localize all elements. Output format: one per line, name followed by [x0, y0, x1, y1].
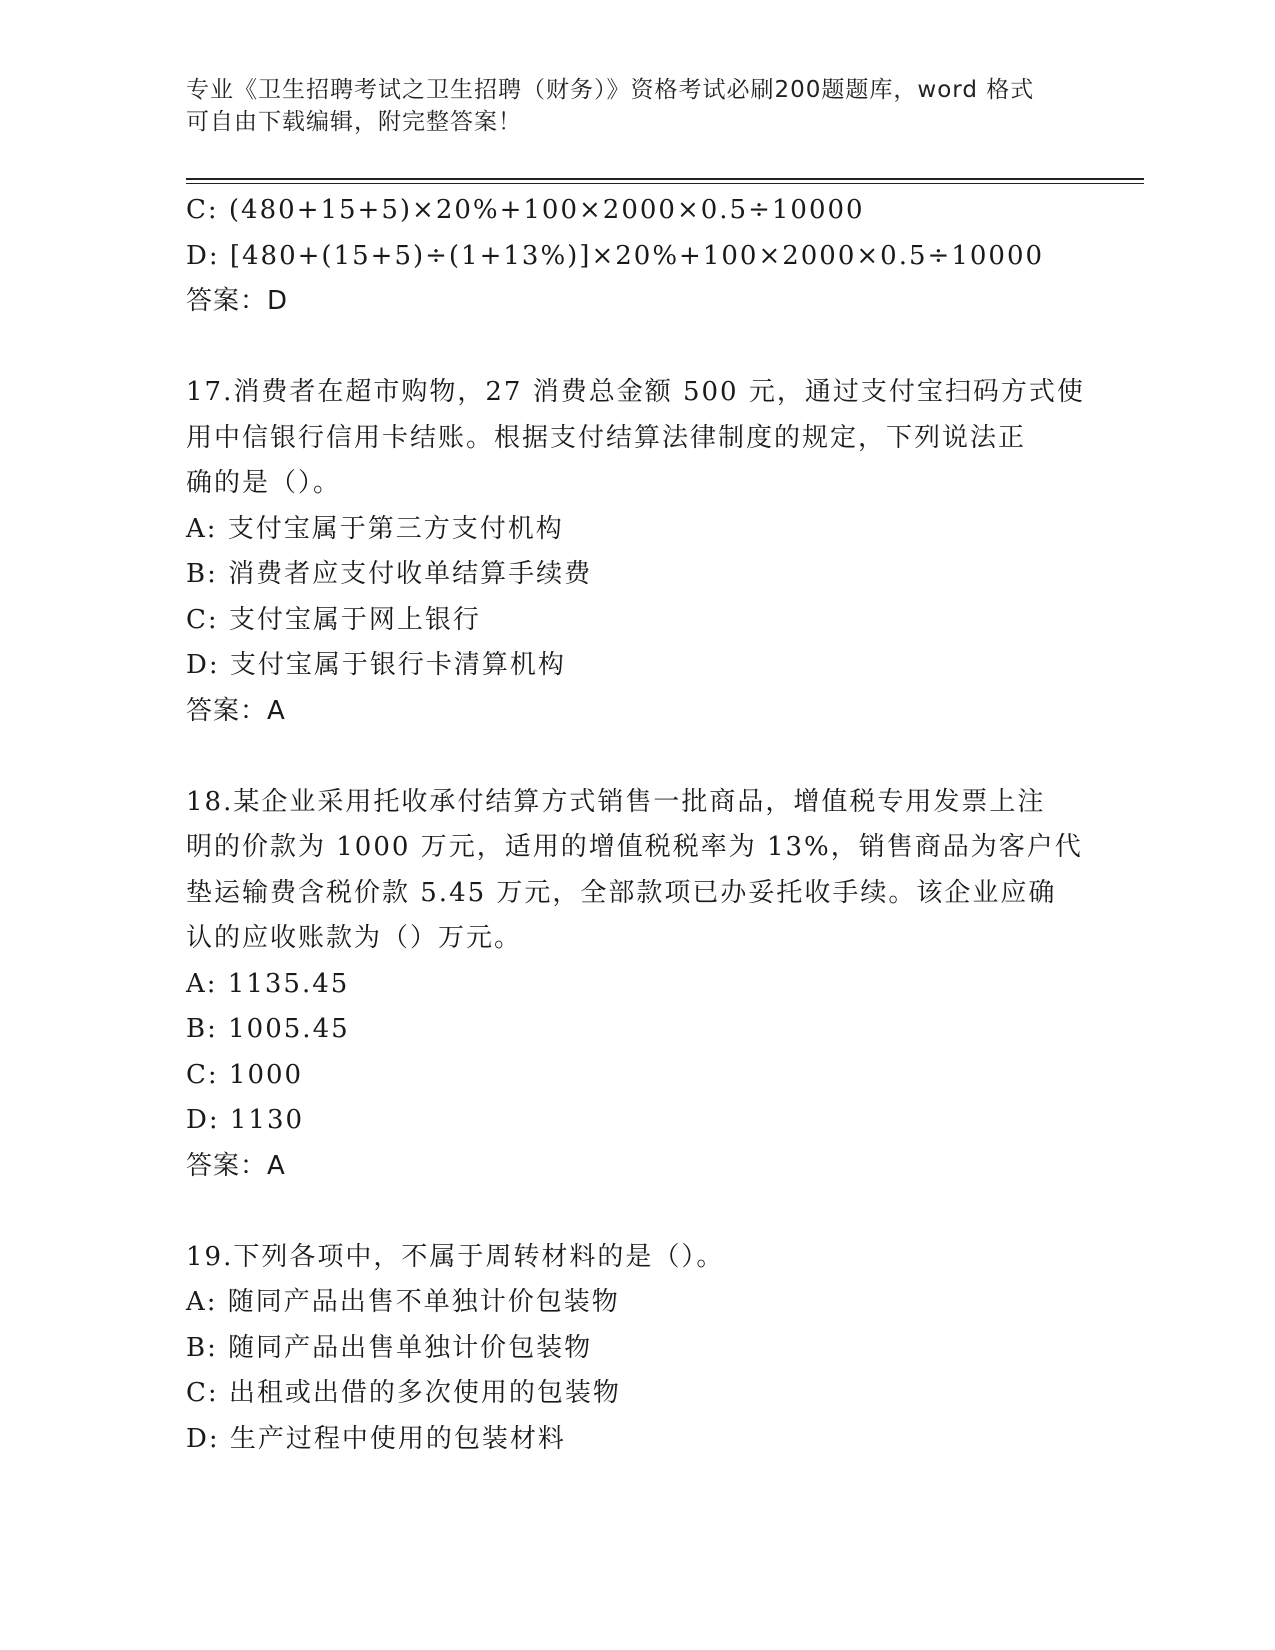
spacer: [186, 325, 1086, 371]
answer: 答案：D: [186, 286, 289, 316]
question-text-line: 用中信银行信用卡结账。根据支付结算法律制度的规定，下列说法正: [186, 422, 1027, 453]
option-d: D: 支付宝属于银行卡清算机构: [186, 650, 566, 680]
option-a: A: 随同产品出售不单独计价包装物: [186, 1287, 620, 1317]
spacer: [186, 1189, 1086, 1235]
question-19: [186, 1235, 1086, 1463]
option-c: C: 出租或出借的多次使用的包装物: [186, 1378, 621, 1408]
option-c: C: (480+15+5)×20%+100×2000×0.5÷10000: [186, 195, 865, 225]
question-text-line: 19.下列各项中，不属于周转材料的是（）。: [186, 1241, 725, 1272]
question-text-line: 垫运输费含税价款 5.45 万元，全部款项已办妥托收手续。该企业应确: [186, 877, 1057, 908]
answer: 答案：A: [186, 695, 286, 726]
header-line-2: 可自由下载编辑，附完整答案！: [186, 109, 522, 135]
question-text-line: 认的应收账款为（）万元。: [186, 923, 523, 953]
answer: 答案：A: [186, 1150, 286, 1181]
question-17: [186, 370, 1086, 734]
header-divider-thick: [186, 178, 1144, 180]
question-text-line: 明的价款为 1000 万元，适用的增值税税率为 13%，销售商品为客户代: [186, 832, 1083, 862]
option-c: C: 1000: [186, 1059, 304, 1090]
question-text-line: 确的是（）。: [186, 468, 342, 498]
option-a: A: 1135.45: [186, 968, 350, 999]
question-text-line: 18.某企业采用托收承付结算方式销售一批商品，增值税专用发票上注: [186, 786, 1046, 817]
header-line-1: 专业《卫生招聘考试之卫生招聘（财务）》资格考试必刷200题题库，word 格式: [186, 77, 1035, 103]
option-d: D: [480+(15+5)÷(1+13%)]×20%+100×2000×0.5÷10000: [186, 240, 1045, 271]
option-d: D: 1130: [186, 1105, 305, 1135]
spacer: [186, 734, 1086, 780]
document-body: [186, 188, 1086, 1462]
question-text-line: 17.消费者在超市购物，27 消费总金额 500 元，通过支付宝扫码方式使: [186, 377, 1085, 407]
option-a: A: 支付宝属于第三方支付机构: [186, 513, 564, 544]
option-b: B: 随同产品出售单独计价包装物: [186, 1332, 593, 1363]
question-16: [186, 188, 1086, 325]
option-d: D: 生产过程中使用的包装材料: [186, 1423, 566, 1454]
option-c: C: 支付宝属于网上银行: [186, 604, 481, 635]
document-header: [186, 74, 1066, 138]
header-divider-thin: [186, 183, 1144, 184]
question-18: [186, 780, 1086, 1190]
option-b: B: 1005.45: [186, 1014, 350, 1044]
option-b: B: 消费者应支付收单结算手续费: [186, 559, 593, 589]
